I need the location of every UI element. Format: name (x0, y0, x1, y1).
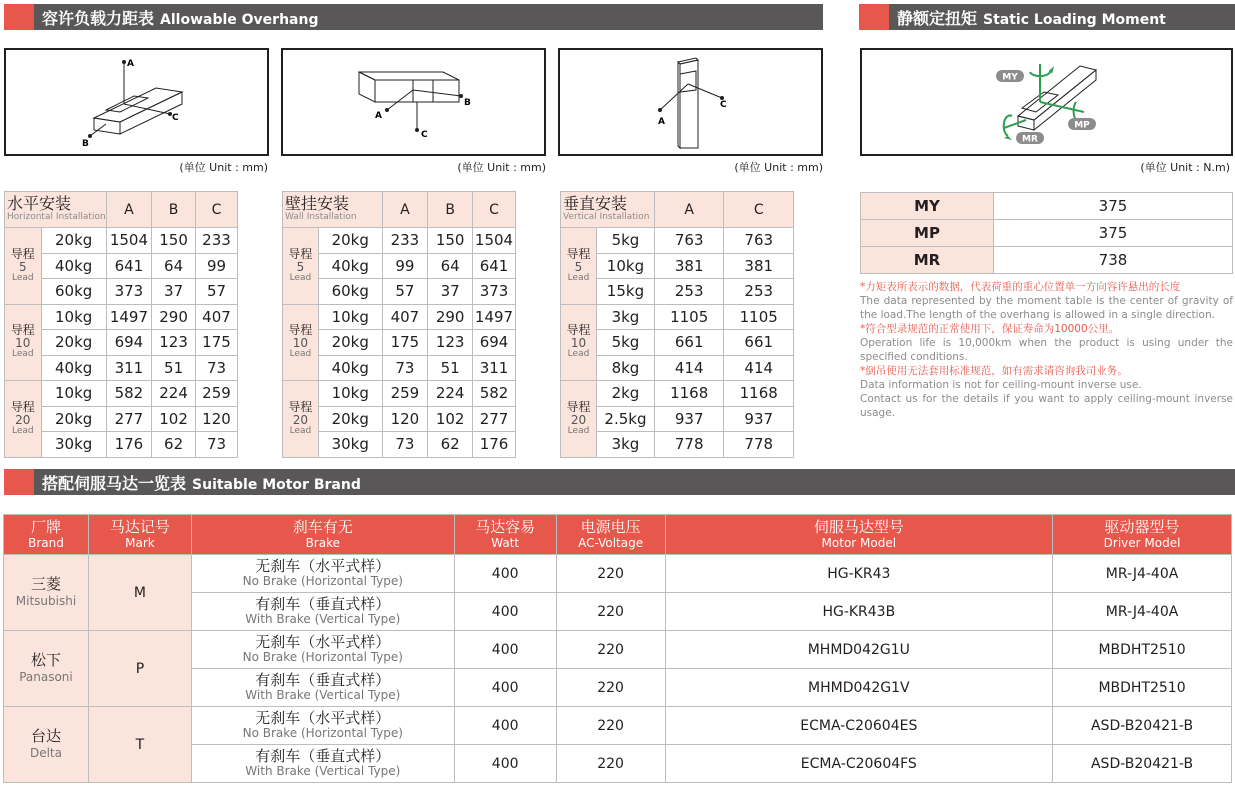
note-red: *倒吊使用无法套用标准规范，如有需求请咨询我司业务。 (860, 365, 1128, 377)
value-cell: 937 (724, 406, 794, 432)
value-cell: 1504 (473, 228, 516, 254)
motor-model-cell: ECMA-C20604ES (665, 707, 1053, 745)
lead-cell: 导程 20 Lead (561, 381, 597, 458)
value-cell: 373 (106, 279, 151, 305)
notes-block (860, 280, 1233, 420)
header-mark: 马达记号 Mark (88, 515, 191, 555)
load-cell: 20kg (318, 330, 382, 356)
value-cell: 381 (724, 253, 794, 279)
driver-model-cell: MBDHT2510 (1053, 669, 1232, 707)
moment-value: 375 (994, 193, 1233, 220)
diagram-label-a: A (658, 117, 665, 127)
diagram-label-c: C (421, 130, 428, 140)
value-cell: 51 (428, 355, 473, 381)
value-cell: 290 (428, 304, 473, 330)
col-header: C (196, 192, 238, 228)
load-cell: 30kg (41, 432, 106, 458)
value-cell: 123 (428, 330, 473, 356)
note-red: *符合型录规范的正常使用下，保证寿命为10000公里。 (860, 323, 1120, 335)
moment-key: MY (861, 193, 994, 220)
value-cell: 64 (152, 253, 196, 279)
value-cell: 763 (724, 228, 794, 254)
load-cell: 2.5kg (596, 406, 654, 432)
brake-cell: 有刹车（垂直式样） With Brake (Vertical Type) (191, 669, 454, 707)
note-text: The data represented by the moment table is the center of gravity of the load.The length of the overhang is allowed in a single direction. (860, 295, 1233, 321)
motor-model-cell: MHMD042G1U (665, 631, 1053, 669)
col-header: B (428, 192, 473, 228)
load-cell: 40kg (41, 253, 106, 279)
motor-brand-table (3, 514, 1232, 783)
static-title-zh: 静额定扭矩 (897, 8, 978, 28)
moment-label-my: MY (1002, 72, 1018, 83)
value-cell: 175 (196, 330, 238, 356)
value-cell: 37 (428, 279, 473, 305)
value-cell: 373 (473, 279, 516, 305)
table-row (4, 631, 1232, 669)
value-cell: 1497 (106, 304, 151, 330)
value-cell: 99 (382, 253, 428, 279)
value-cell: 641 (473, 253, 516, 279)
value-cell: 414 (654, 355, 724, 381)
header-watt: 马达容易 Watt (454, 515, 556, 555)
value-cell: 381 (654, 253, 724, 279)
watt-cell: 400 (454, 593, 556, 631)
value-cell: 311 (473, 355, 516, 381)
value-cell: 1497 (473, 304, 516, 330)
value-cell: 150 (152, 228, 196, 254)
value-cell: 290 (152, 304, 196, 330)
voltage-cell: 220 (556, 631, 665, 669)
horizontal-diagram (4, 48, 269, 156)
value-cell: 120 (382, 406, 428, 432)
value-cell: 694 (473, 330, 516, 356)
section-accent (4, 469, 34, 495)
section-accent (859, 4, 889, 30)
table-title-en: Horizontal Installation (7, 212, 106, 223)
value-cell: 277 (473, 406, 516, 432)
value-cell: 73 (382, 432, 428, 458)
value-cell: 407 (196, 304, 238, 330)
mark-cell: P (88, 631, 191, 707)
moment-diagram (860, 48, 1233, 156)
moment-label-mp: MP (1074, 120, 1090, 131)
value-cell: 1504 (106, 228, 151, 254)
value-cell: 175 (382, 330, 428, 356)
load-cell: 20kg (318, 228, 382, 254)
diagram-label-a: A (127, 59, 134, 69)
header-brake: 刹车有无 Brake (191, 515, 454, 555)
value-cell: 778 (654, 432, 724, 458)
value-cell: 1105 (654, 304, 724, 330)
watt-cell: 400 (454, 745, 556, 783)
voltage-cell: 220 (556, 593, 665, 631)
lead-cell: 导程 5 Lead (5, 228, 42, 305)
load-cell: 60kg (41, 279, 106, 305)
header-motor-model: 伺服马达型号 Motor Model (665, 515, 1053, 555)
value-cell: 57 (382, 279, 428, 305)
note-red: *力矩表所表示的数据，代表荷重的重心位置单一方向容许悬出的长度 (860, 281, 1181, 293)
motor-model-cell: HG-KR43 (665, 555, 1053, 593)
table-title-zh: 水平安装 (7, 194, 72, 214)
header-driver-model: 驱动器型号 Driver Model (1053, 515, 1232, 555)
note-text: Contact us for the details if you want to apply ceiling-mount inverse usage. (860, 393, 1233, 419)
value-cell: 62 (428, 432, 473, 458)
wall-actuator-drawing (283, 50, 544, 154)
voltage-cell: 220 (556, 669, 665, 707)
lead-cell: 导程 10 Lead (283, 304, 319, 381)
value-cell: 120 (196, 406, 238, 432)
brake-cell: 无刹车（水平式样） No Brake (Horizontal Type) (191, 707, 454, 745)
value-cell: 778 (724, 432, 794, 458)
vertical-overhang-table (560, 191, 794, 458)
value-cell: 150 (428, 228, 473, 254)
value-cell: 582 (473, 381, 516, 407)
load-cell: 60kg (318, 279, 382, 305)
driver-model-cell: MR-J4-40A (1053, 593, 1232, 631)
watt-cell: 400 (454, 707, 556, 745)
value-cell: 253 (654, 279, 724, 305)
value-cell: 62 (152, 432, 196, 458)
voltage-cell: 220 (556, 745, 665, 783)
value-cell: 582 (106, 381, 151, 407)
value-cell: 259 (196, 381, 238, 407)
overhang-title-en: Allowable Overhang (160, 11, 319, 28)
driver-model-cell: ASD-B20421-B (1053, 707, 1232, 745)
value-cell: 102 (152, 406, 196, 432)
voltage-cell: 220 (556, 707, 665, 745)
watt-cell: 400 (454, 555, 556, 593)
load-cell: 30kg (318, 432, 382, 458)
overhang-title-zh: 容许负载力距表 (42, 8, 155, 28)
col-header: A (106, 192, 151, 228)
unit-label: (单位 Unit : mm) (179, 161, 268, 174)
load-cell: 8kg (596, 355, 654, 381)
horizontal-overhang-table (4, 191, 238, 458)
header-brand: 厂牌 Brand (4, 515, 89, 555)
load-cell: 15kg (596, 279, 654, 305)
load-cell: 10kg (41, 304, 106, 330)
wall-overhang-table (282, 191, 516, 458)
table-title-en: Wall Installation (285, 212, 357, 223)
value-cell: 661 (724, 330, 794, 356)
load-cell: 3kg (596, 432, 654, 458)
value-cell: 661 (654, 330, 724, 356)
col-header: C (724, 192, 794, 228)
value-cell: 51 (152, 355, 196, 381)
value-cell: 277 (106, 406, 151, 432)
lead-cell: 导程 20 Lead (5, 381, 42, 458)
moment-key: MP (861, 220, 994, 247)
load-cell: 40kg (41, 355, 106, 381)
table-title-zh: 壁挂安装 (285, 194, 350, 214)
table-row (4, 707, 1232, 745)
brand-cell: 松下 Panasoni (4, 631, 89, 707)
watt-cell: 400 (454, 669, 556, 707)
vertical-actuator-drawing (560, 50, 821, 154)
moment-value: 375 (994, 220, 1233, 247)
value-cell: 64 (428, 253, 473, 279)
value-cell: 311 (106, 355, 151, 381)
unit-label: (单位 Unit : mm) (457, 161, 546, 174)
value-cell: 99 (196, 253, 238, 279)
value-cell: 763 (654, 228, 724, 254)
col-header: A (382, 192, 428, 228)
diagram-label-b: B (82, 139, 89, 149)
section-accent (4, 4, 34, 30)
value-cell: 224 (428, 381, 473, 407)
value-cell: 259 (382, 381, 428, 407)
moment-value: 738 (994, 247, 1233, 274)
lead-cell: 导程 10 Lead (561, 304, 597, 381)
load-cell: 3kg (596, 304, 654, 330)
value-cell: 73 (196, 355, 238, 381)
driver-model-cell: ASD-B20421-B (1053, 745, 1232, 783)
motor-model-cell: ECMA-C20604FS (665, 745, 1053, 783)
brake-cell: 无刹车（水平式样） No Brake (Horizontal Type) (191, 631, 454, 669)
driver-model-cell: MBDHT2510 (1053, 631, 1232, 669)
value-cell: 1168 (724, 381, 794, 407)
driver-model-cell: MR-J4-40A (1053, 555, 1232, 593)
motor-section-header (4, 469, 1235, 495)
motor-model-cell: MHMD042G1V (665, 669, 1053, 707)
horizontal-actuator-drawing (6, 50, 267, 154)
load-cell: 10kg (318, 381, 382, 407)
unit-label: (单位 Unit : N.m) (1140, 161, 1230, 174)
value-cell: 233 (196, 228, 238, 254)
value-cell: 57 (196, 279, 238, 305)
value-cell: 176 (473, 432, 516, 458)
brand-cell: 三菱 Mitsubishi (4, 555, 89, 631)
diagram-label-a: A (375, 111, 382, 121)
table-row (4, 555, 1232, 593)
load-cell: 40kg (318, 253, 382, 279)
load-cell: 5kg (596, 330, 654, 356)
table-title-en: Vertical Installation (563, 212, 650, 223)
col-header: C (473, 192, 516, 228)
value-cell: 641 (106, 253, 151, 279)
brake-cell: 无刹车（水平式样） No Brake (Horizontal Type) (191, 555, 454, 593)
value-cell: 253 (724, 279, 794, 305)
col-header: B (152, 192, 196, 228)
value-cell: 102 (428, 406, 473, 432)
value-cell: 937 (654, 406, 724, 432)
wall-diagram (281, 48, 546, 156)
diagram-label-c: C (720, 100, 727, 110)
brand-cell: 台达 Delta (4, 707, 89, 783)
value-cell: 73 (196, 432, 238, 458)
load-cell: 5kg (596, 228, 654, 254)
mark-cell: M (88, 555, 191, 631)
load-cell: 20kg (318, 406, 382, 432)
load-cell: 2kg (596, 381, 654, 407)
note-text: Data information is not for ceiling-mount inverse use. (860, 379, 1142, 391)
value-cell: 224 (152, 381, 196, 407)
value-cell: 407 (382, 304, 428, 330)
unit-label: (单位 Unit : mm) (734, 161, 823, 174)
col-header: A (654, 192, 724, 228)
note-text: Operation life is 10,000km when the product is using under the specified conditions. (860, 337, 1233, 363)
value-cell: 37 (152, 279, 196, 305)
diagram-label-c: C (172, 113, 179, 123)
load-cell: 10kg (41, 381, 106, 407)
value-cell: 123 (152, 330, 196, 356)
overhang-section-header (4, 4, 823, 30)
value-cell: 1168 (654, 381, 724, 407)
motor-title-zh: 搭配伺服马达一览表 (42, 473, 187, 493)
load-cell: 10kg (596, 253, 654, 279)
moment-key: MR (861, 247, 994, 274)
brake-cell: 有刹车（垂直式样） With Brake (Vertical Type) (191, 745, 454, 783)
load-cell: 20kg (41, 330, 106, 356)
value-cell: 73 (382, 355, 428, 381)
motor-title-en: Suitable Motor Brand (192, 476, 361, 493)
lead-cell: 导程 10 Lead (5, 304, 42, 381)
value-cell: 176 (106, 432, 151, 458)
lead-cell: 导程 5 Lead (561, 228, 597, 305)
table-title-zh: 垂直安装 (563, 194, 628, 214)
load-cell: 40kg (318, 355, 382, 381)
moment-actuator-drawing (862, 50, 1231, 154)
value-cell: 694 (106, 330, 151, 356)
moment-label-mr: MR (1022, 134, 1038, 145)
value-cell: 414 (724, 355, 794, 381)
static-title-en: Static Loading Moment (983, 11, 1166, 28)
motor-model-cell: HG-KR43B (665, 593, 1053, 631)
value-cell: 1105 (724, 304, 794, 330)
header-voltage: 电源电压 AC-Voltage (556, 515, 665, 555)
voltage-cell: 220 (556, 555, 665, 593)
vertical-diagram (558, 48, 823, 156)
watt-cell: 400 (454, 631, 556, 669)
load-cell: 20kg (41, 406, 106, 432)
mark-cell: T (88, 707, 191, 783)
brake-cell: 有刹车（垂直式样） With Brake (Vertical Type) (191, 593, 454, 631)
static-moment-table (860, 192, 1233, 274)
load-cell: 10kg (318, 304, 382, 330)
load-cell: 20kg (41, 228, 106, 254)
lead-cell: 导程 5 Lead (283, 228, 319, 305)
lead-cell: 导程 20 Lead (283, 381, 319, 458)
diagram-label-b: B (464, 98, 471, 108)
static-section-header (859, 4, 1235, 30)
value-cell: 233 (382, 228, 428, 254)
